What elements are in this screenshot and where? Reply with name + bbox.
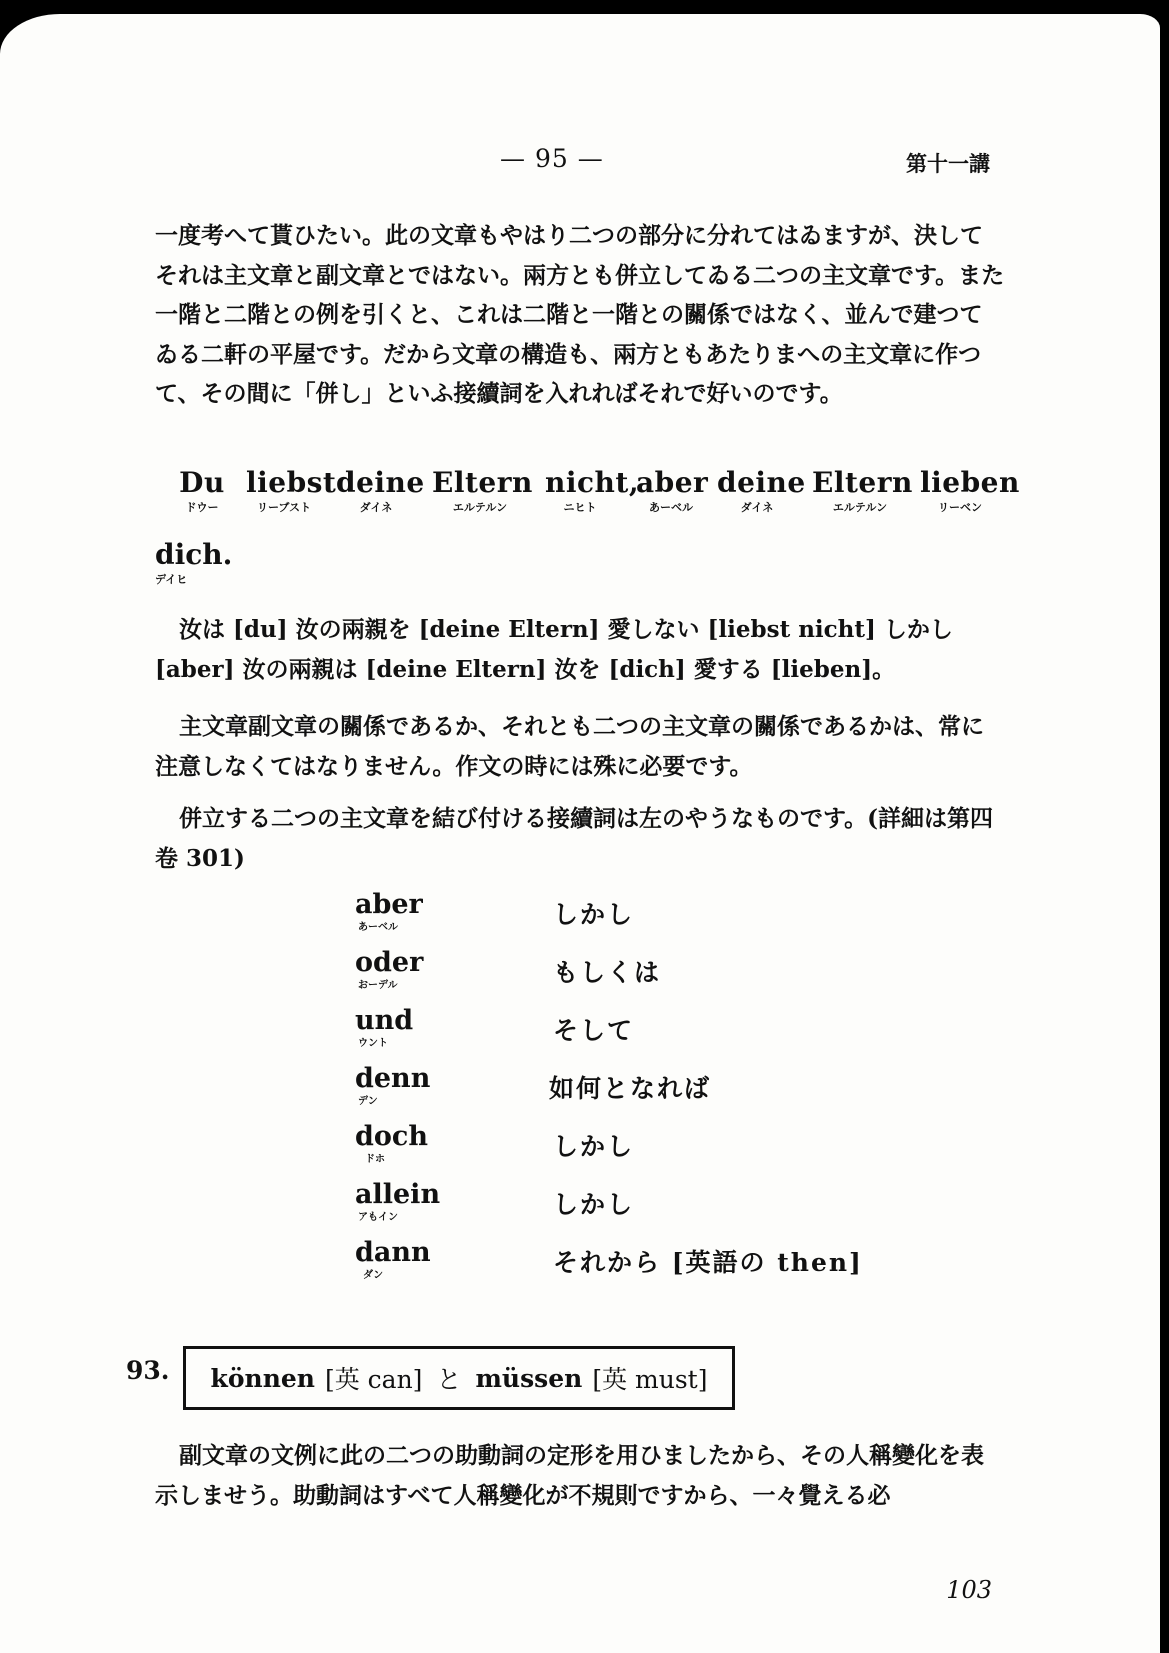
section-number: 93. [126,1356,170,1385]
chapter-title: 第十一講 [906,151,990,176]
page-number: — 95 — [500,144,604,173]
section-gloss-can: [英 can] [324,1365,423,1394]
example-word: Eltern エルテルン [432,466,533,514]
paragraph-1: 一度考へて貰ひたい。此の文章もやはり二つの部分に分れてはゐますが、決してそれは主文章と副文章とではない。兩方とも併立してゐる二つの主文章です。また一階と二階との例を引くと、これは二階と一階との關係ではなく、並んで建つてゐる二軒の平屋です。だから文章の構造も、兩方ともあたりまへの主文章に作つて、その間に「併し」といふ接續詞を入れればそれで好いのです。 [155,222,1005,407]
example-word: deine ダイネ [336,466,425,514]
example-word: liebst リーブスト [246,466,337,514]
example-word: aber あーベル [636,466,709,514]
section-term-muessen: müssen [475,1363,583,1393]
paragraph-2: 汝は [du] 汝の兩親を [deine Eltern] 愛しない [liebst nicht] しかし [aber] 汝の兩親は [deine Eltern] 汝を [dich] 愛する [lieben]。 [155,616,953,683]
example-word: Du ドウー [179,466,225,514]
scan-edge [1160,0,1169,1653]
book-page: — 95 — 第十一講 一度考へて貰ひたい。此の文章もやはり二つの部分に分れてはゐますが、決してそれは主文章と副文章とではない。兩方とも併立してゐる二つの主文章です。また一階と二階との例を引くと、これは二階と一階との關係ではなく、並んで建つてゐる二軒の平屋です。だから文章の構造も、兩方ともあたりまへの主文章に作つて、その間に「併し」といふ接續詞を入れればそれで好いのです。 Du ドウー liebst リーブスト deine ダイネ Eltern エルテルン nicht, ニヒト aber あーベル deine ダイネ Eltern エルテルン lieben リーベン dich. デイヒ 汝は [du] 汝の兩親を [deine Eltern] 愛しない [liebst nicht] しかし [aber] 汝の兩親は [deine Eltern] 汝を [dich] 愛する [lieben]。 主文章副文章の關係であるか、それとも二つの主文章の關係であるかは、常に注意しなくてはなりません。作文の時には殊に必要です。 併立する二つの主文章を結び付ける接續詞は左のやうなものです。(詳細は第四卷 301) aber あーベル しかし oder おーデル もしくは und ウント そして denn デン 如何となれば doch ドホ しかし allein アもイン しかし dann ダン それから [英語の then] 93. können [英 can] と müssen [英 must] 副文章の文例に此の二つの助動詞の定形を用ひましたから、その人稱變化を表示しませう。助動詞はすべて人稱變化が不規則ですから、一々覺える必 103 [0,14,1160,1653]
example-word: deine ダイネ [717,466,806,514]
example-word: nicht, ニヒト [545,466,640,514]
section-connector: と [436,1365,462,1394]
section-gloss-must: [英 must] [592,1365,708,1394]
paragraph-3: 主文章副文章の關係であるか、それとも二つの主文章の關係であるかは、常に注意しなくてはなりません。作文の時には殊に必要です。 [155,713,984,780]
example-word: lieben リーベン [920,466,1020,514]
section-term-koennen: können [210,1363,315,1393]
page-header [0,140,1160,180]
example-word: Eltern エルテルン [812,466,913,514]
example-word-dich: dich. デイヒ [155,538,233,586]
paragraph-5: 副文章の文例に此の二つの助動詞の定形を用ひましたから、その人稱變化を表示しませう。助動詞はすべて人稱變化が不規則ですから、一々覺える必 [155,1442,984,1509]
folio-number: 103 [946,1576,992,1604]
section-heading-box [183,1346,735,1410]
example-sentence [0,466,1160,526]
paragraph-4: 併立する二つの主文章を結び付ける接續詞は左のやうなものです。(詳細は第四卷 301) [155,805,994,872]
